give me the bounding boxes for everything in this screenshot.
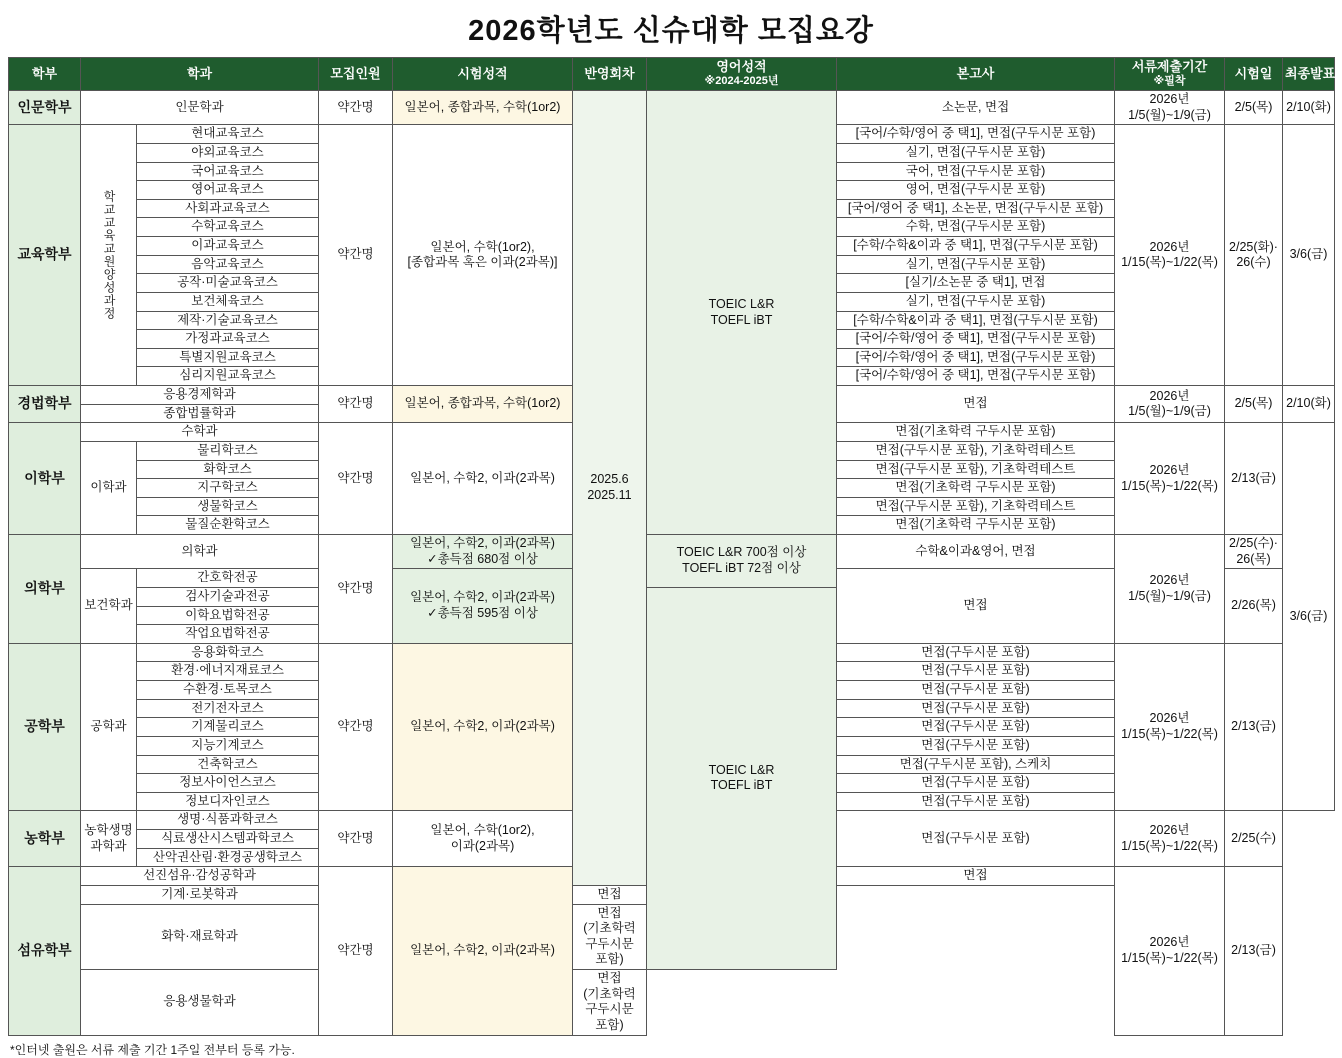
th-doc-period bbox=[1115, 58, 1225, 91]
main-exam-eng-4: 면접(구두시문 포함) bbox=[837, 718, 1115, 737]
faculty-science: 이학부 bbox=[9, 423, 81, 535]
course-eng-6: 건축학코스 bbox=[137, 755, 319, 774]
course-edu-3: 영어교육코스 bbox=[137, 181, 319, 200]
dept-science: 이학과 bbox=[81, 441, 137, 534]
dept-applied-economics: 응용경제학과 bbox=[81, 386, 319, 405]
faculty-humanities: 인문학부 bbox=[9, 91, 81, 125]
th-rounds: 반영회차 bbox=[573, 58, 647, 91]
exam-score-medicine: 일본어, 수학2, 이과(2과목) ✓총득점 680점 이상 bbox=[393, 535, 573, 569]
course-edu-7: 음악교육코스 bbox=[137, 255, 319, 274]
th-doc-period-main: 서류제출기간 bbox=[1131, 59, 1208, 74]
exam-date-textile: 2/13(금) bbox=[1225, 867, 1283, 1035]
main-exam-edu-13: [국어/수학/영어 중 택1], 면접(구두시문 포함) bbox=[837, 367, 1115, 386]
doc-period-line2: 1/15(목)~1/22(목) bbox=[1121, 478, 1218, 493]
th-english-main: 영어성적 bbox=[716, 59, 767, 74]
course-edu-6: 이과교육코스 bbox=[137, 237, 319, 256]
dept-textile-3: 응용생물학과 bbox=[81, 970, 319, 1036]
faculty-textile: 섬유학부 bbox=[9, 867, 81, 1035]
exam-date-law-economics: 2/5(목) bbox=[1225, 386, 1283, 423]
dept-mathematics: 수학과 bbox=[81, 423, 319, 442]
course-eng-8: 정보디자인코스 bbox=[137, 792, 319, 811]
course-med-4: 작업요법학전공 bbox=[137, 625, 319, 644]
main-exam-edu-10: [수학/수학&이과 중 택1], 면접(구두시문 포함) bbox=[837, 311, 1115, 330]
course-edu-0: 현대교육코스 bbox=[137, 125, 319, 144]
dept-education-program-label: 학교교육교원양성과정 bbox=[102, 190, 117, 321]
dept-humanities: 인문학과 bbox=[81, 91, 319, 125]
english-toeic-med: TOEIC L&R 700점 이상 bbox=[676, 545, 807, 560]
rounds-cell bbox=[573, 91, 647, 886]
footnote: *인터넷 출원은 서류 제출 기간 1주일 전부터 등록 가능. bbox=[10, 1042, 295, 1057]
main-exam-sci-3: 면접(기초학력 구두시문 포함) bbox=[837, 479, 1115, 498]
main-exam-sci-0: 면접(기초학력 구두시문 포함) bbox=[837, 423, 1115, 442]
course-sci-3: 지구학코스 bbox=[137, 479, 319, 498]
english-cell-upper bbox=[647, 91, 837, 535]
exam-date-science: 2/13(금) bbox=[1225, 423, 1283, 535]
doc-period-agriculture bbox=[1115, 811, 1225, 867]
main-exam-agriculture: 면접(구두시문 포함) bbox=[837, 811, 1115, 867]
main-exam-tex-1: 면접 bbox=[573, 885, 647, 904]
main-exam-humanities: 소논문, 면접 bbox=[837, 91, 1115, 125]
table-header bbox=[9, 58, 1335, 91]
doc-period-science bbox=[1115, 423, 1225, 535]
doc-period-line2: 1/5(월)~1/9(금) bbox=[1128, 588, 1211, 603]
course-eng-1: 환경·에너지재료코스 bbox=[137, 662, 319, 681]
main-exam-edu-12: [국어/수학/영어 중 택1], 면접(구두시문 포함) bbox=[837, 348, 1115, 367]
course-edu-13: 심리지원교육코스 bbox=[137, 367, 319, 386]
english-medicine bbox=[647, 535, 837, 588]
main-exam-eng-3: 면접(구두시문 포함) bbox=[837, 699, 1115, 718]
main-exam-eng-6: 면접(구두시문 포함), 스케치 bbox=[837, 755, 1115, 774]
dept-agriculture: 농학생명 과학과 bbox=[81, 811, 137, 867]
doc-period-line2: 1/15(목)~1/22(목) bbox=[1121, 255, 1218, 270]
faculty-engineering: 공학부 bbox=[9, 643, 81, 811]
th-faculty: 학부 bbox=[9, 58, 81, 91]
rounds-line-2: 2025.11 bbox=[587, 487, 632, 502]
main-exam-eng-7: 면접(구두시문 포함) bbox=[837, 774, 1115, 793]
course-edu-11: 가정과교육코스 bbox=[137, 330, 319, 349]
course-sci-5: 물질순환학코스 bbox=[137, 516, 319, 535]
main-exam-edu-8: [실기/소논문 중 택1], 면접 bbox=[837, 274, 1115, 293]
quota-law-economics: 약간명 bbox=[319, 386, 393, 423]
english-toeic-lower: TOEIC L&R bbox=[708, 762, 775, 777]
doc-period-law-economics bbox=[1115, 386, 1225, 423]
main-exam-edu-5: 수학, 면접(구두시문 포함) bbox=[837, 218, 1115, 237]
final-result-law-economics: 2/10(화) bbox=[1283, 386, 1335, 423]
course-med-1: 간호학전공 bbox=[137, 569, 319, 588]
main-exam-sci-1: 면접(구두시문 포함), 기초학력테스트 bbox=[837, 441, 1115, 460]
exam-date-education: 2/25(화)· 26(수) bbox=[1225, 125, 1283, 386]
th-exam-date: 시험일 bbox=[1225, 58, 1283, 91]
rounds-line-1: 2025.6 bbox=[590, 472, 629, 487]
exam-date-humanities: 2/5(목) bbox=[1225, 91, 1283, 125]
faculty-medicine: 의학부 bbox=[9, 535, 81, 644]
doc-period-line1: 2026년 bbox=[1149, 463, 1190, 477]
main-exam-med-0: 수학&이과&영어, 면접 bbox=[837, 535, 1115, 569]
quota-science: 약간명 bbox=[319, 423, 393, 535]
english-cell-lower bbox=[647, 587, 837, 969]
quota-humanities: 약간명 bbox=[319, 91, 393, 125]
doc-period-engineering bbox=[1115, 643, 1225, 811]
quota-textile: 약간명 bbox=[319, 867, 393, 1035]
exam-score-health: 일본어, 수학2, 이과(2과목) ✓총득점 595점 이상 bbox=[393, 569, 573, 644]
course-edu-10: 제작·기술교육코스 bbox=[137, 311, 319, 330]
main-exam-edu-0: [국어/수학/영어 중 택1], 면접(구두시문 포함) bbox=[837, 125, 1115, 144]
course-agr-0: 생명·식품과학코스 bbox=[137, 811, 319, 830]
course-eng-3: 전기전자코스 bbox=[137, 699, 319, 718]
course-edu-5: 수학교육코스 bbox=[137, 218, 319, 237]
course-eng-0: 응용화학코스 bbox=[137, 643, 319, 662]
doc-period-line2: 1/5(월)~1/9(금) bbox=[1128, 404, 1211, 419]
course-agr-2: 산악권산림·환경공생학코스 bbox=[137, 848, 319, 867]
doc-period-line1: 2026년 bbox=[1149, 935, 1190, 950]
course-agr-1: 식료생산시스템과학코스 bbox=[137, 830, 319, 849]
main-exam-tex-3: 면접(기초학력 구두시문 포함) bbox=[573, 970, 647, 1036]
quota-medicine: 약간명 bbox=[319, 535, 393, 644]
main-exam-eng-8: 면접(구두시문 포함) bbox=[837, 792, 1115, 811]
dept-textile-0: 선진섬유·감성공학과 bbox=[81, 867, 319, 886]
doc-period-line2: 1/15(목)~1/22(목) bbox=[1121, 838, 1218, 853]
doc-period-line1: 2026년 bbox=[1149, 573, 1190, 588]
doc-period-line2: 1/5(월)~1/9(금) bbox=[1128, 107, 1211, 122]
english-toefl-lower: TOEFL iBT bbox=[710, 778, 773, 793]
exam-score-textile: 일본어, 수학2, 이과(2과목) bbox=[393, 867, 573, 1035]
course-eng-5: 지능기계코스 bbox=[137, 736, 319, 755]
dept-education-program bbox=[81, 125, 137, 386]
dept-comprehensive-law: 종합법률학과 bbox=[81, 404, 319, 423]
doc-period-line2: 1/15(목)~1/22(목) bbox=[1121, 950, 1218, 965]
final-result-humanities: 2/10(화) bbox=[1283, 91, 1335, 125]
th-english-sub: ※2024-2025년 bbox=[704, 75, 779, 88]
doc-period-line2: 1/15(목)~1/22(목) bbox=[1121, 727, 1218, 742]
dept-medicine: 의학과 bbox=[81, 535, 319, 569]
table-row bbox=[9, 91, 1335, 125]
th-exam-score: 시험성적 bbox=[393, 58, 573, 91]
course-edu-9: 보건체육코스 bbox=[137, 292, 319, 311]
english-toefl-upper: TOEFL iBT bbox=[710, 312, 773, 327]
main-exam-tex-2: 면접(기초학력 구두시문 포함) bbox=[573, 904, 647, 970]
course-med-2: 검사기술과전공 bbox=[137, 587, 319, 606]
main-exam-sci-2: 면접(구두시문 포함), 기초학력테스트 bbox=[837, 460, 1115, 479]
main-exam-tex-0: 면접 bbox=[837, 867, 1115, 886]
course-edu-12: 특별지원교육코스 bbox=[137, 348, 319, 367]
course-sci-2: 화학코스 bbox=[137, 460, 319, 479]
doc-period-education bbox=[1115, 125, 1225, 386]
course-edu-4: 사회과교육코스 bbox=[137, 199, 319, 218]
exam-date-medicine: 2/25(수)· 26(목) bbox=[1225, 535, 1283, 569]
exam-date-engineering: 2/13(금) bbox=[1225, 643, 1283, 811]
doc-period-line1: 2026년 bbox=[1149, 92, 1190, 106]
table-row bbox=[9, 535, 1335, 569]
main-exam-edu-4: [국어/영어 중 택1], 소논문, 면접(구두시문 포함) bbox=[837, 199, 1115, 218]
english-toeic-upper: TOEIC L&R bbox=[708, 296, 775, 311]
course-sci-4: 생물학코스 bbox=[137, 497, 319, 516]
course-med-3: 이학요법학전공 bbox=[137, 606, 319, 625]
main-exam-edu-7: 실기, 면접(구두시문 포함) bbox=[837, 255, 1115, 274]
th-quota: 모집인원 bbox=[319, 58, 393, 91]
doc-period-line1: 2026년 bbox=[1149, 823, 1190, 838]
doc-period-line1: 2026년 bbox=[1149, 711, 1190, 726]
main-exam-eng-1: 면접(구두시문 포함) bbox=[837, 662, 1115, 681]
main-exam-edu-1: 실기, 면접(구두시문 포함) bbox=[837, 143, 1115, 162]
exam-score-law-economics: 일본어, 종합과목, 수학(1or2) bbox=[393, 386, 573, 423]
course-eng-4: 기계물리코스 bbox=[137, 718, 319, 737]
dept-textile-2: 화학·재료학과 bbox=[81, 904, 319, 970]
exam-score-education: 일본어, 수학(1or2), [종합과목 혹은 이과(2과목)] bbox=[393, 125, 573, 386]
quota-engineering: 약간명 bbox=[319, 643, 393, 811]
th-english bbox=[647, 58, 837, 91]
page-title: 2026학년도 신슈대학 모집요강 bbox=[468, 15, 874, 47]
th-final-result: 최종발표 bbox=[1283, 58, 1335, 91]
quota-agriculture: 약간명 bbox=[319, 811, 393, 867]
course-edu-1: 야외교육코스 bbox=[137, 143, 319, 162]
main-exam-edu-3: 영어, 면접(구두시문 포함) bbox=[837, 181, 1115, 200]
final-result-education: 3/6(금) bbox=[1283, 125, 1335, 386]
final-result-lower: 3/6(금) bbox=[1283, 423, 1335, 811]
main-exam-edu-9: 실기, 면접(구두시문 포함) bbox=[837, 292, 1115, 311]
dept-health-sciences: 보건학과 bbox=[81, 569, 137, 644]
course-sci-1: 물리학코스 bbox=[137, 441, 319, 460]
doc-period-humanities bbox=[1115, 91, 1225, 125]
main-exam-edu-2: 국어, 면접(구두시문 포함) bbox=[837, 162, 1115, 181]
faculty-education: 교육학부 bbox=[9, 125, 81, 386]
main-exam-sci-4: 면접(구두시문 포함), 기초학력테스트 bbox=[837, 497, 1115, 516]
doc-period-line1: 2026년 bbox=[1149, 239, 1190, 254]
dept-engineering: 공학과 bbox=[81, 643, 137, 811]
exam-date-agriculture: 2/25(수) bbox=[1225, 811, 1283, 867]
main-exam-eng-5: 면접(구두시문 포함) bbox=[837, 736, 1115, 755]
main-exam-eng-2: 면접(구두시문 포함) bbox=[837, 681, 1115, 700]
main-exam-law-economics: 면접 bbox=[837, 386, 1115, 423]
faculty-law-economics: 경법학부 bbox=[9, 386, 81, 423]
exam-score-agriculture: 일본어, 수학(1or2), 이과(2과목) bbox=[393, 811, 573, 867]
faculty-agriculture: 농학부 bbox=[9, 811, 81, 867]
main-exam-health: 면접 bbox=[837, 569, 1115, 644]
table-body bbox=[9, 91, 1335, 1036]
course-eng-7: 정보사이언스코스 bbox=[137, 774, 319, 793]
doc-period-medicine bbox=[1115, 535, 1225, 644]
main-exam-eng-0: 면접(구두시문 포함) bbox=[837, 643, 1115, 662]
quota-education: 약간명 bbox=[319, 125, 393, 386]
doc-period-line1: 2026년 bbox=[1149, 388, 1190, 403]
course-eng-2: 수환경·토목코스 bbox=[137, 681, 319, 700]
exam-score-science: 일본어, 수학2, 이과(2과목) bbox=[393, 423, 573, 535]
course-edu-8: 공작·미술교육코스 bbox=[137, 274, 319, 293]
th-doc-period-sub: ※필착 bbox=[1153, 75, 1186, 88]
exam-date-health: 2/26(목) bbox=[1225, 569, 1283, 644]
admissions-table bbox=[8, 57, 1335, 1036]
exam-score-humanities: 일본어, 종합과목, 수학(1or2) bbox=[393, 91, 573, 125]
dept-textile-1: 기계·로봇학과 bbox=[81, 885, 319, 904]
exam-score-engineering: 일본어, 수학2, 이과(2과목) bbox=[393, 643, 573, 811]
main-exam-edu-6: [수학/수학&이과 중 택1], 면접(구두시문 포함) bbox=[837, 237, 1115, 256]
course-edu-2: 국어교육코스 bbox=[137, 162, 319, 181]
main-exam-sci-5: 면접(기초학력 구두시문 포함) bbox=[837, 516, 1115, 535]
english-toefl-med: TOEFL iBT 72점 이상 bbox=[682, 560, 801, 575]
doc-period-textile bbox=[1115, 867, 1225, 1035]
th-main-exam: 본고사 bbox=[837, 58, 1115, 91]
th-department: 학과 bbox=[81, 58, 319, 91]
main-exam-edu-11: [국어/수학/영어 중 택1], 면접(구두시문 포함) bbox=[837, 330, 1115, 349]
